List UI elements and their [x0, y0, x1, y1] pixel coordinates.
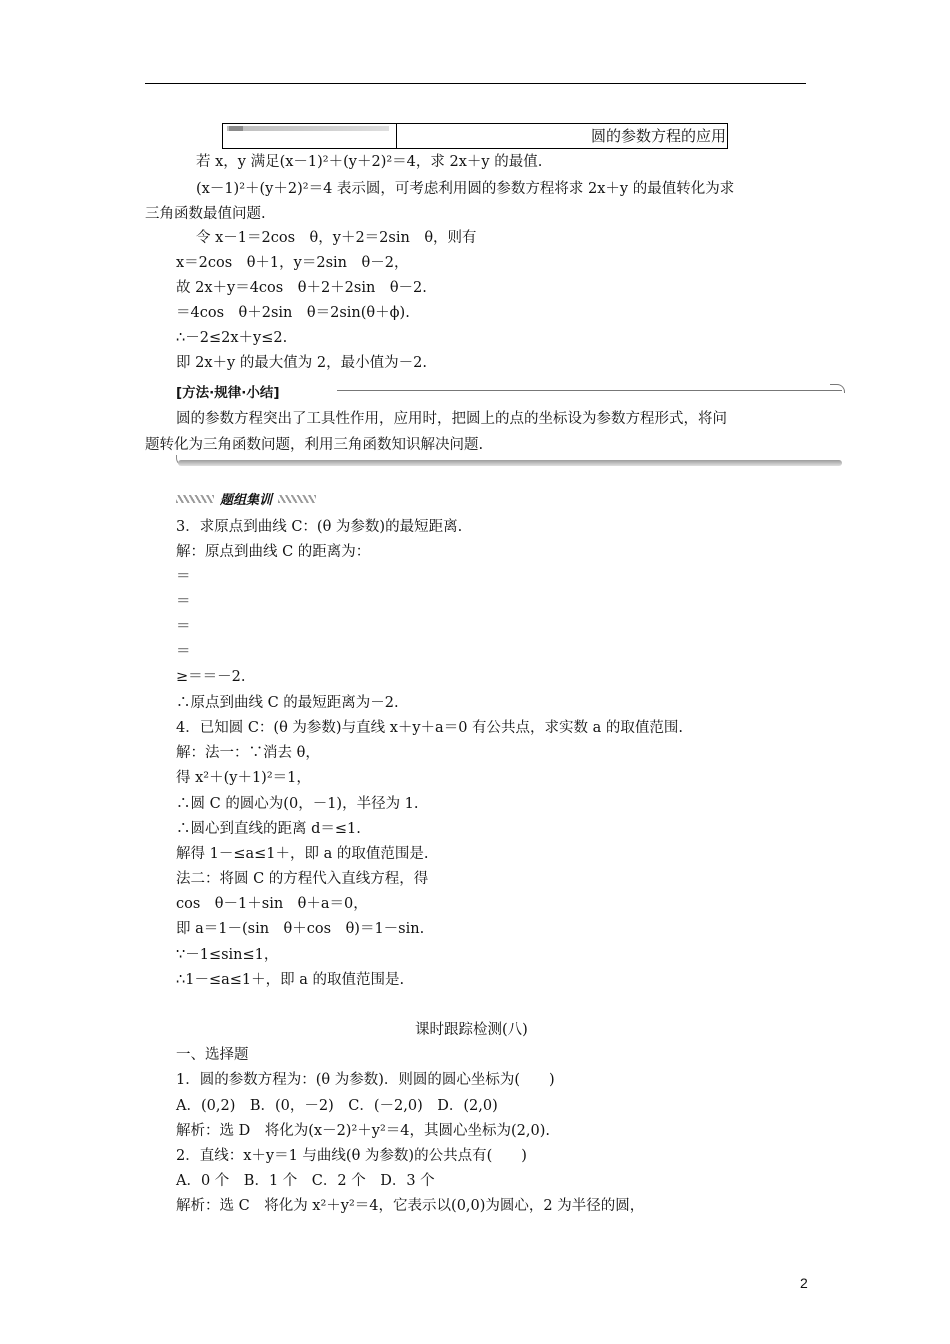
- example-conclusion: 即 2x＋y 的最大值为 2，最小值为－2.: [176, 355, 427, 371]
- test-q2-options: A．0 个 B．1 个 C．2 个 D．3 个: [176, 1173, 435, 1189]
- exercise4-method1-line1: 解：法一：∵消去 θ，: [176, 745, 320, 761]
- hatch-decoration-left: [176, 495, 214, 503]
- test-q1: 1．圆的参数方程为：(θ 为参数)．则圆的圆心坐标为( ): [176, 1072, 555, 1088]
- group-exercise-title: [176, 489, 316, 508]
- test-q2: 2．直线：x＋y＝1 与曲线(θ 为参数)的公共点有( ): [176, 1148, 527, 1164]
- method-summary-line2: 题转化为三角函数问题，利用三角函数知识解决问题.: [145, 437, 484, 453]
- method-summary-label: [方法·规律·小结]: [176, 385, 280, 401]
- method-summary-line1: 圆的参数方程突出了工具性作用，应用时，把圆上的点的坐标设为参数方程形式，将问: [176, 411, 727, 427]
- top-rule: [145, 83, 806, 84]
- exercise3-solution-line1: 解：原点到曲线 C 的距离为：: [176, 544, 371, 560]
- section-title: 圆的参数方程的应用: [591, 127, 727, 145]
- test-title: 课时跟踪检测(八): [415, 1022, 528, 1038]
- header-decoration-mark: [229, 126, 243, 131]
- test-section-heading: 一、选择题: [176, 1047, 249, 1063]
- exercise4-method2-conclusion: ∴1－≤a≤1＋，即 a 的取值范围是.: [176, 972, 405, 988]
- exercise4-method1-line2: 得 x²＋(y＋1)²＝1，: [176, 770, 311, 786]
- method-summary-bottom-bar: [178, 460, 842, 466]
- example-analysis-line1: (x－1)²＋(y＋2)²＝4 表示圆，可考虑利用圆的参数方程将求 2x＋y 的最值转化为求: [196, 181, 735, 197]
- method-summary-rule: [337, 390, 842, 391]
- exercise4-question: 4．已知圆 C：(θ 为参数)与直线 x＋y＋a＝0 有公共点，求实数 a 的取值范围.: [176, 720, 684, 736]
- example-analysis-line2: 三角函数最值问题.: [145, 206, 266, 222]
- hatch-decoration-right: [278, 495, 316, 503]
- example-solution-line3: 故 2x＋y＝4cos θ＋2＋2sin θ－2.: [176, 280, 427, 296]
- exercise3-solution-line4: ＝: [176, 619, 191, 635]
- header-decoration-bar: [227, 126, 389, 131]
- example-solution-line4: ＝4cos θ＋2sin θ＝2sin(θ＋ϕ).: [176, 305, 410, 321]
- exercise3-solution-line2: ＝: [176, 569, 191, 585]
- exercise4-method2-line4: ∵－1≤sin≤1，: [176, 947, 279, 963]
- exercise4-method2-line3: 即 a＝1－(sin θ＋cos θ)＝1－sin.: [176, 921, 425, 937]
- exercise4-method2-line2: cos θ－1＋sin θ＋a＝0，: [176, 896, 368, 912]
- section-header-tab: [223, 124, 397, 148]
- page-number: 2: [800, 1275, 808, 1291]
- test-q2-answer: 解析：选 C 将化为 x²＋y²＝4，它表示以(0,0)为圆心，2 为半径的圆，: [176, 1198, 645, 1214]
- exercise3-solution-line3: ＝: [176, 594, 191, 610]
- example-solution-line2: x＝2cos θ＋1，y＝2sin θ－2，: [176, 255, 409, 271]
- exercise3-solution-line5: ＝: [176, 644, 191, 660]
- example-solution-line5: ∴－2≤2x＋y≤2.: [176, 330, 288, 346]
- example-question: 若 x，y 满足(x－1)²＋(y＋2)²＝4，求 2x＋y 的最值.: [196, 154, 543, 170]
- exercise4-method1-line4: ∴圆心到直线的距离 d＝≤1.: [176, 821, 361, 837]
- test-q1-answer: 解析：选 D 将化为(x－2)²＋y²＝4，其圆心坐标为(2,0).: [176, 1123, 550, 1139]
- section-header-box: [222, 123, 728, 149]
- exercise3-solution-line6: ≥＝＝－2.: [176, 669, 246, 685]
- test-q1-options: A．(0,2) B．(0，－2) C．(－2,0) D．(2,0): [176, 1098, 498, 1114]
- exercise4-method1-line5: 解得 1－≤a≤1＋，即 a 的取值范围是.: [176, 846, 429, 862]
- method-summary-rule-cap: [830, 384, 845, 393]
- example-solution-line1: 令 x－1＝2cos θ，y＋2＝2sin θ，则有: [196, 230, 477, 246]
- exercise3-conclusion: ∴原点到曲线 C 的最短距离为－2.: [176, 695, 399, 711]
- exercise4-method1-line3: ∴圆 C 的圆心为(0，－1)，半径为 1.: [176, 796, 419, 812]
- exercise4-method2-line1: 法二：将圆 C 的方程代入直线方程，得: [176, 871, 429, 887]
- exercise3-question: 3．求原点到曲线 C：(θ 为参数)的最短距离.: [176, 519, 463, 535]
- group-exercise-title-text: 题组集训: [220, 493, 273, 508]
